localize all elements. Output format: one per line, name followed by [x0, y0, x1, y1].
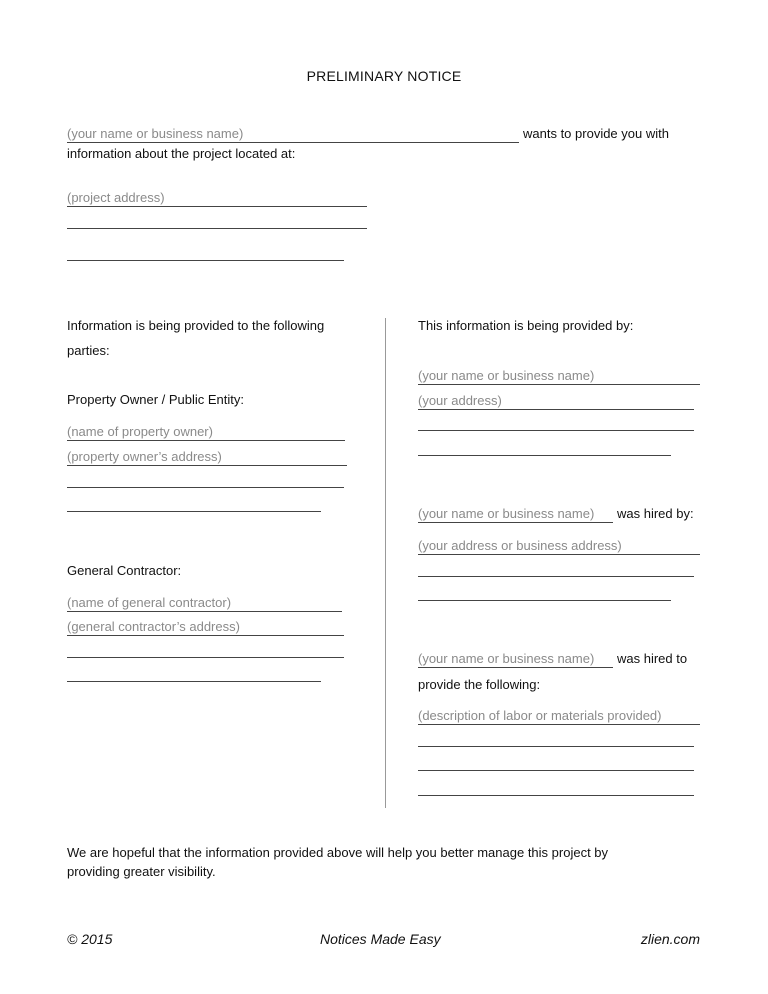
hired-by-address-field[interactable]: (your address or business address): [418, 538, 700, 555]
hired-by-address-line-2[interactable]: [418, 576, 694, 577]
description-line-3[interactable]: [418, 770, 694, 771]
footer-copyright: © 2015: [67, 931, 113, 947]
footer-site-link[interactable]: zlien.com: [640, 931, 700, 947]
gc-address-field[interactable]: (general contractor’s address): [67, 619, 344, 636]
provider-address-field[interactable]: (your address): [418, 393, 694, 410]
hired-by-address-line-3[interactable]: [418, 600, 671, 601]
gc-address-line-3[interactable]: [67, 681, 321, 682]
intro-line2: information about the project located at:: [67, 146, 296, 161]
left-heading-line2: parties:: [67, 343, 110, 358]
owner-name-field[interactable]: (name of property owner): [67, 424, 345, 441]
hired-to-name-field[interactable]: (your name or business name): [418, 651, 613, 668]
closing-line2: providing greater visibility.: [67, 864, 216, 879]
gc-address-line-2[interactable]: [67, 657, 344, 658]
intro-wants-text: wants to provide you with: [523, 126, 669, 141]
provider-address-line-2[interactable]: [418, 430, 694, 431]
hired-by-name-field[interactable]: (your name or business name): [418, 506, 613, 523]
project-address-line-3[interactable]: [67, 260, 344, 261]
provider-address-line-3[interactable]: [418, 455, 671, 456]
owner-address-line-2[interactable]: [67, 487, 344, 488]
owner-label: Property Owner / Public Entity:: [67, 392, 245, 407]
footer-center: Notices Made Easy: [320, 931, 441, 947]
description-line-4[interactable]: [418, 795, 694, 796]
project-address-field[interactable]: (project address): [67, 190, 367, 207]
gc-label: General Contractor:: [67, 563, 182, 578]
project-address-line-2[interactable]: [67, 228, 367, 229]
provider-name-field[interactable]: (your name or business name): [418, 368, 700, 385]
hired-to-text: was hired to: [617, 651, 688, 666]
owner-address-line-3[interactable]: [67, 511, 321, 512]
intro-name-field[interactable]: (your name or business name): [67, 126, 519, 143]
column-divider: [385, 318, 386, 808]
closing-line1: We are hopeful that the information provided above will help you better manage this project by: [67, 845, 609, 860]
left-heading-line1: Information is being provided to the following: [67, 318, 325, 333]
provide-text: provide the following:: [418, 677, 541, 692]
owner-address-field[interactable]: (property owner’s address): [67, 449, 347, 466]
gc-name-field[interactable]: (name of general contractor): [67, 595, 342, 612]
page-title: PRELIMINARY NOTICE: [306, 68, 462, 84]
right-heading: This information is being provided by:: [418, 318, 634, 333]
description-field[interactable]: (description of labor or materials provided): [418, 708, 700, 725]
hired-by-text: was hired by:: [617, 506, 694, 521]
description-line-2[interactable]: [418, 746, 694, 747]
